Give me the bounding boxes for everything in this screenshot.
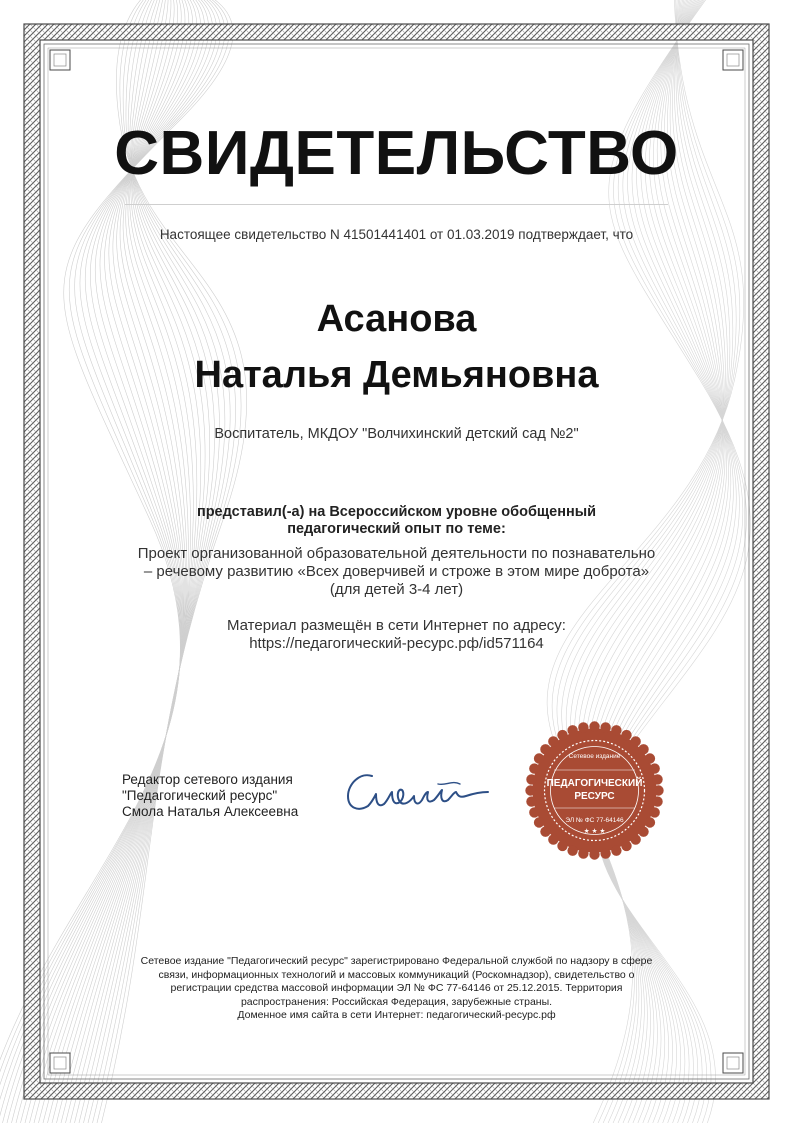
publication-seal — [522, 718, 667, 863]
presented-line: представил(-а) на Всероссийском уровне обобщенный — [196, 504, 597, 520]
editor-block — [122, 772, 298, 820]
editor-name: Смола Наталья Алексеевна — [122, 804, 299, 819]
footer-line: распространения: Российская Федерация, зарубежные страны. — [240, 995, 553, 1008]
project-line: – речевому развитию «Всех доверчивей и строже в этом мире доброта» — [143, 563, 650, 580]
project-line: (для детей 3-4 лет) — [329, 581, 464, 598]
seal-reg-number: ЭЛ № ФС 77-64146 — [565, 817, 624, 824]
editor-line: Редактор сетевого издания — [122, 772, 293, 787]
footer-line: Доменное имя сайта в сети Интернет: педагогический-ресурс.рф — [237, 1009, 556, 1021]
seal-stars: ★ ★ ★ — [583, 827, 606, 835]
material-location — [0, 617, 793, 653]
presented-statement — [150, 504, 643, 538]
presented-line: педагогический опыт по теме: — [287, 521, 506, 537]
title-divider — [125, 204, 668, 205]
material-label: Материал размещён в сети Интернет по адресу: — [227, 617, 566, 634]
footer-line: регистрации средства массовой информации ЭЛ № ФС 77-64146 от 25.12.2015. Территория — [170, 982, 623, 994]
recipient-surname: Асанова — [316, 298, 477, 340]
recipient-position: Воспитатель, МКДОУ "Волчихинский детский сад №2" — [214, 426, 579, 442]
seal-top-text: Сетевое издание — [568, 753, 621, 760]
recipient-given-names: Наталья Демьяновна — [194, 354, 599, 396]
handwritten-signature — [342, 762, 492, 822]
material-url: https://педагогический-ресурс.рф/id571164 — [249, 635, 544, 652]
footer-line: связи, информационных технологий и массовых коммуникаций (Роскомнадзор), свидетельство о — [158, 968, 635, 981]
certificate-title: СВИДЕТЕЛЬСТВО — [114, 119, 679, 188]
certificate-intro: Настоящее свидетельство N 41501441401 от 01.03.2019 подтверждает, что — [159, 227, 634, 242]
seal-name-line: ПЕДАГОГИЧЕСКИЙ — [546, 778, 643, 789]
footer-line: Сетевое издание "Педагогический ресурс" зарегистрировано Федеральной службой по надзору в сфере — [140, 955, 653, 967]
project-topic — [110, 545, 683, 599]
seal-name-line: РЕСУРС — [574, 791, 615, 802]
editor-line: "Педагогический ресурс" — [122, 788, 278, 803]
project-line: Проект организованной образовательной деятельности по познавательно — [137, 545, 656, 562]
registration-footer — [120, 955, 673, 1023]
